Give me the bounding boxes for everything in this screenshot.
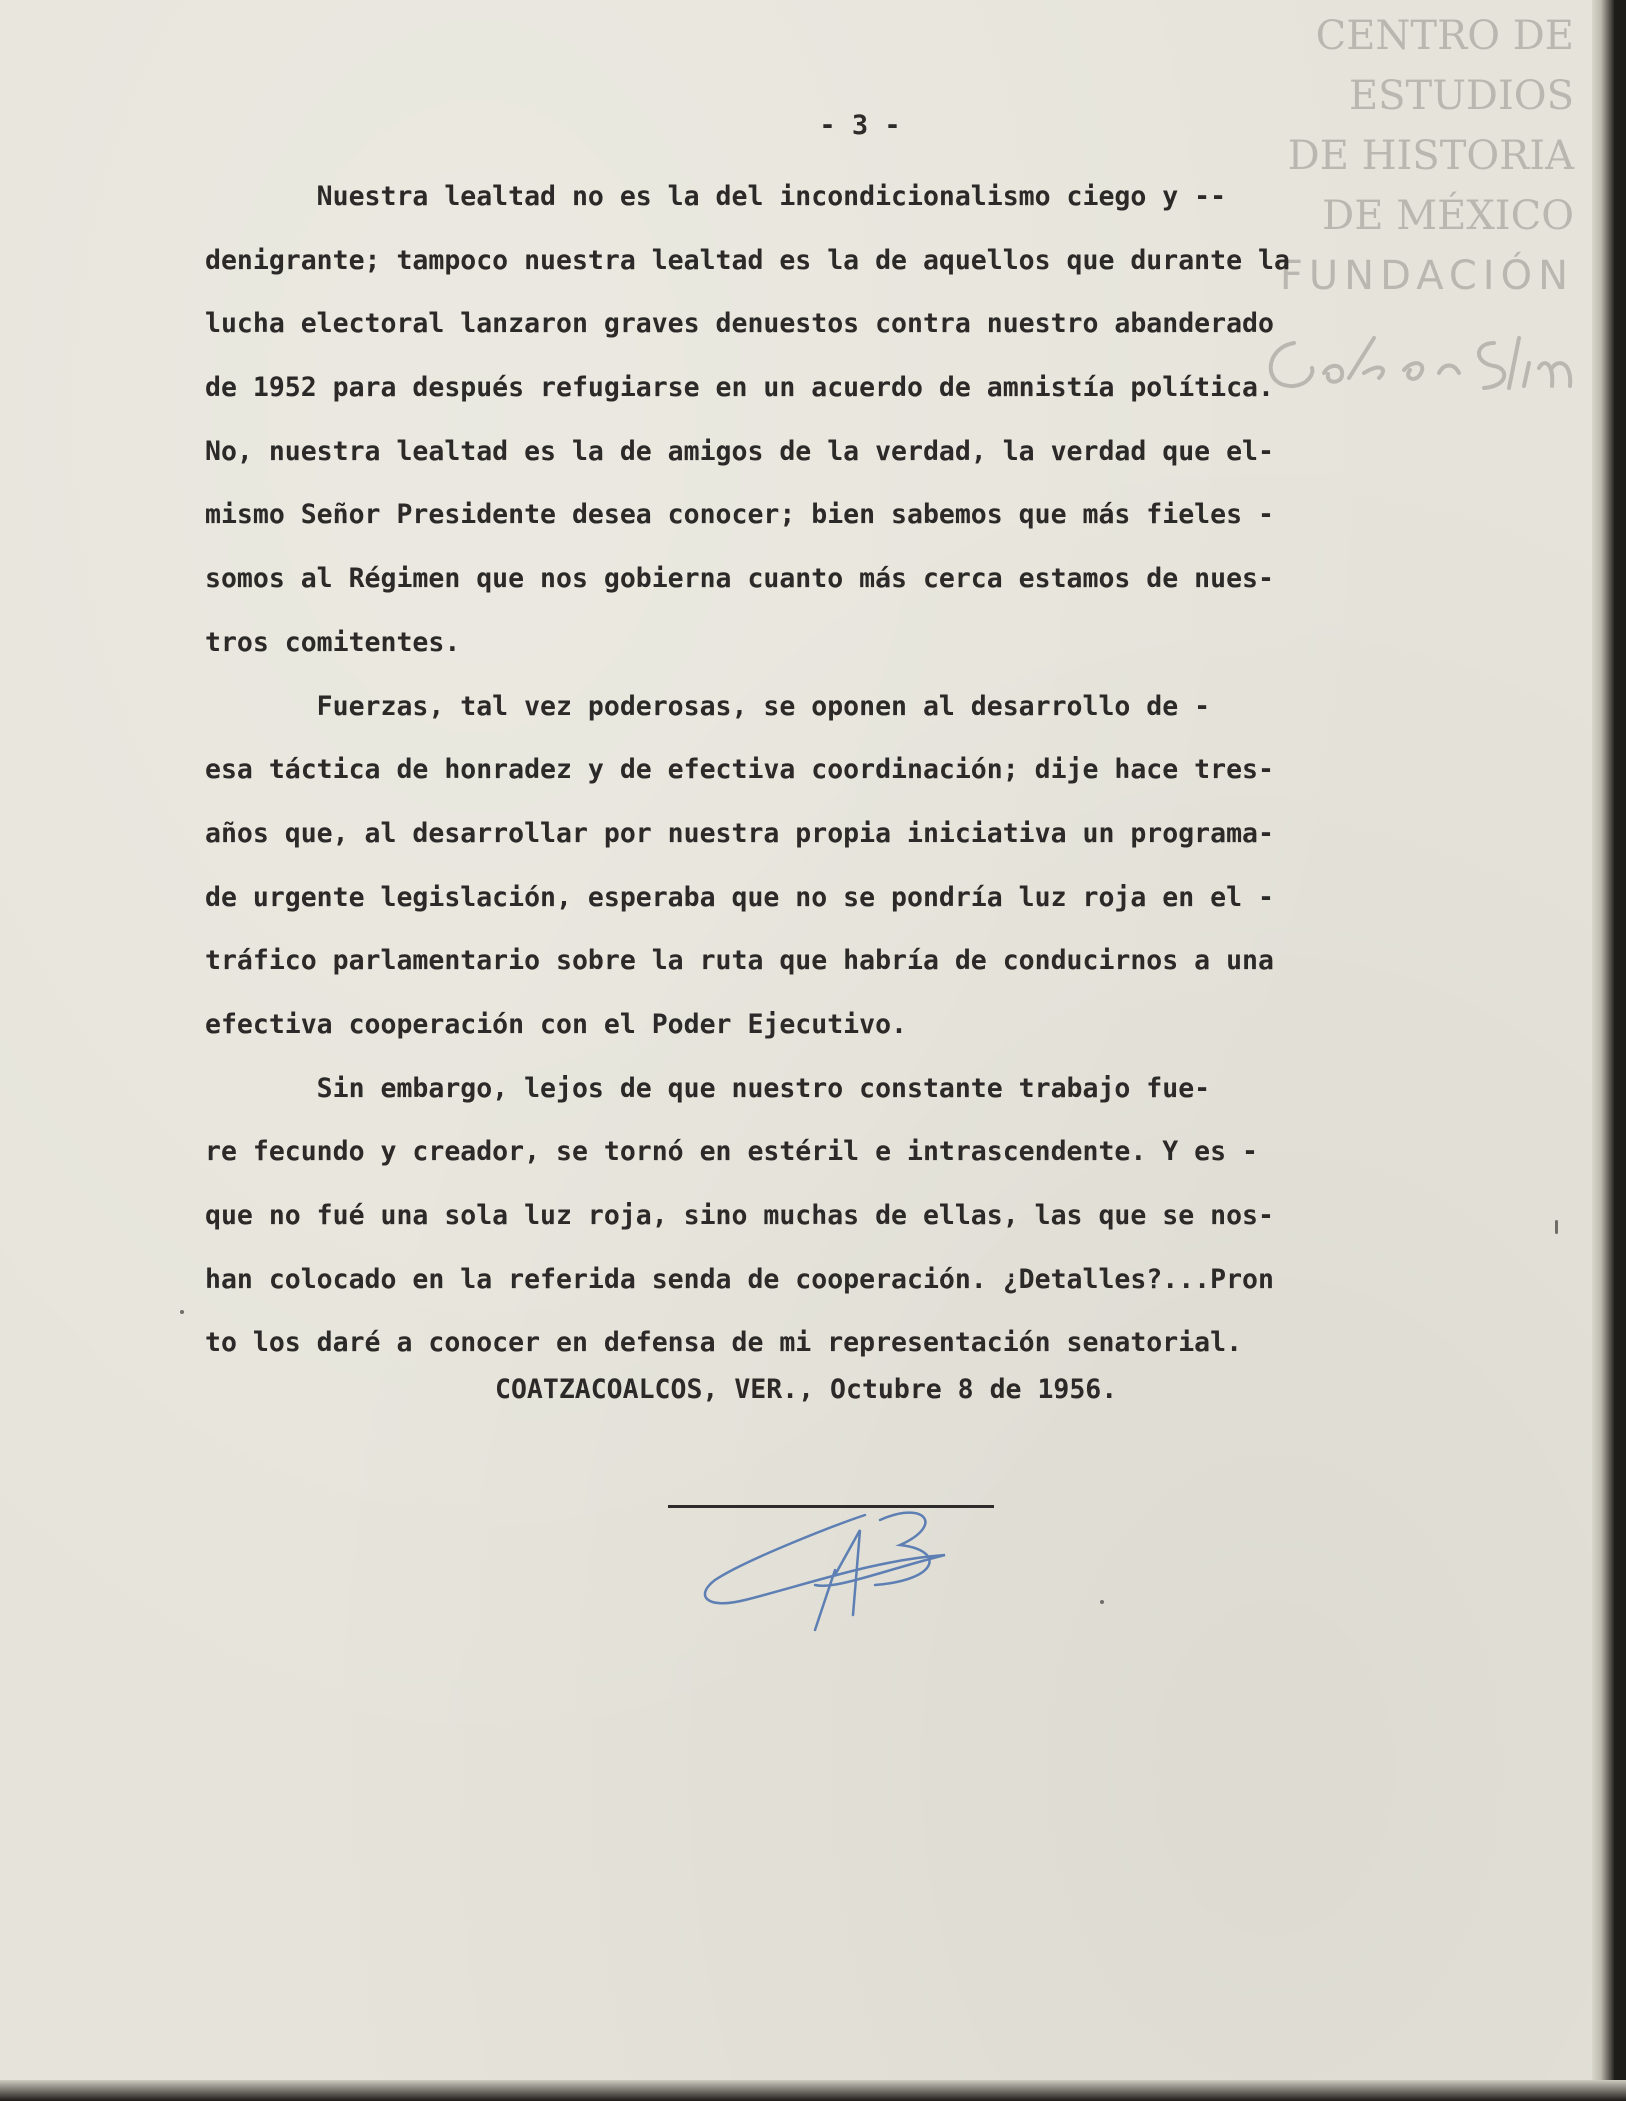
text-line: No, nuestra lealtad es la de amigos de la verdad, la verdad que el-	[205, 435, 1274, 467]
text-line: lucha electoral lanzaron graves denuestos contra nuestro abanderado	[205, 308, 1274, 340]
text-line: Nuestra lealtad no es la del incondicionalismo ciego y --	[205, 181, 1227, 212]
text-line: denigrante; tampoco nuestra lealtad es la de aquellos que durante la	[205, 244, 1290, 276]
text-line: Sin embargo, lejos de que nuestro constante trabajo fue-	[205, 1072, 1211, 1104]
text-line: que no fué una sola luz roja, sino muchas de ellas, las que se nos-	[205, 1200, 1274, 1231]
body-text	[205, 165, 1485, 1375]
text-line: han colocado en la referida senda de cooperación. ¿Detalles?...Pron	[205, 1263, 1274, 1295]
text-line: años que, al desarrollar por nuestra propia iniciativa un programa-	[205, 817, 1274, 849]
watermark-line-5: FUNDACIÓN	[1279, 253, 1574, 299]
text-line: to los daré a conocer en defensa de mi representación senatorial.	[205, 1327, 1243, 1359]
watermark-line-3: DE HISTORIA	[1287, 133, 1574, 179]
paper-bottom-shadow	[0, 2080, 1626, 2101]
place-and-date: COATZACOALCOS, VER., Octubre 8 de 1956.	[495, 1374, 1118, 1405]
page-number: - 3 -	[819, 110, 901, 141]
watermark-line-1: CENTRO DE	[1315, 13, 1574, 59]
paper-speck	[1555, 1220, 1558, 1234]
text-line: tráfico parlamentario sobre la ruta que habría de conducirnos a una	[205, 945, 1274, 977]
text-line: tros comitentes.	[205, 626, 461, 658]
watermark-line-2: ESTUDIOS	[1348, 73, 1574, 119]
text-line: somos al Régimen que nos gobierna cuanto más cerca estamos de nues-	[205, 563, 1274, 595]
paper-speck	[180, 1310, 184, 1314]
text-line: re fecundo y creador, se tornó en estéril e intrascendente. Y es -	[205, 1136, 1258, 1168]
text-line: de urgente legislación, esperaba que no se pondría luz roja en el -	[205, 881, 1274, 913]
handwritten-signature-icon	[685, 1490, 985, 1640]
paper-edge-shadow	[1592, 0, 1614, 2101]
watermark-line-4: DE MÉXICO	[1322, 193, 1574, 239]
text-line: Fuerzas, tal vez poderosas, se oponen al desarrollo de -	[205, 690, 1211, 722]
text-line: efectiva cooperación con el Poder Ejecutivo.	[205, 1008, 907, 1040]
text-line: esa táctica de honradez y de efectiva coordinación; dije hace tres-	[205, 754, 1274, 786]
text-line: de 1952 para después refugiarse en un acuerdo de amnistía política.	[205, 372, 1274, 404]
paper-speck	[1100, 1600, 1104, 1604]
text-line: mismo Señor Presidente desea conocer; bien sabemos que más fieles -	[205, 499, 1274, 531]
